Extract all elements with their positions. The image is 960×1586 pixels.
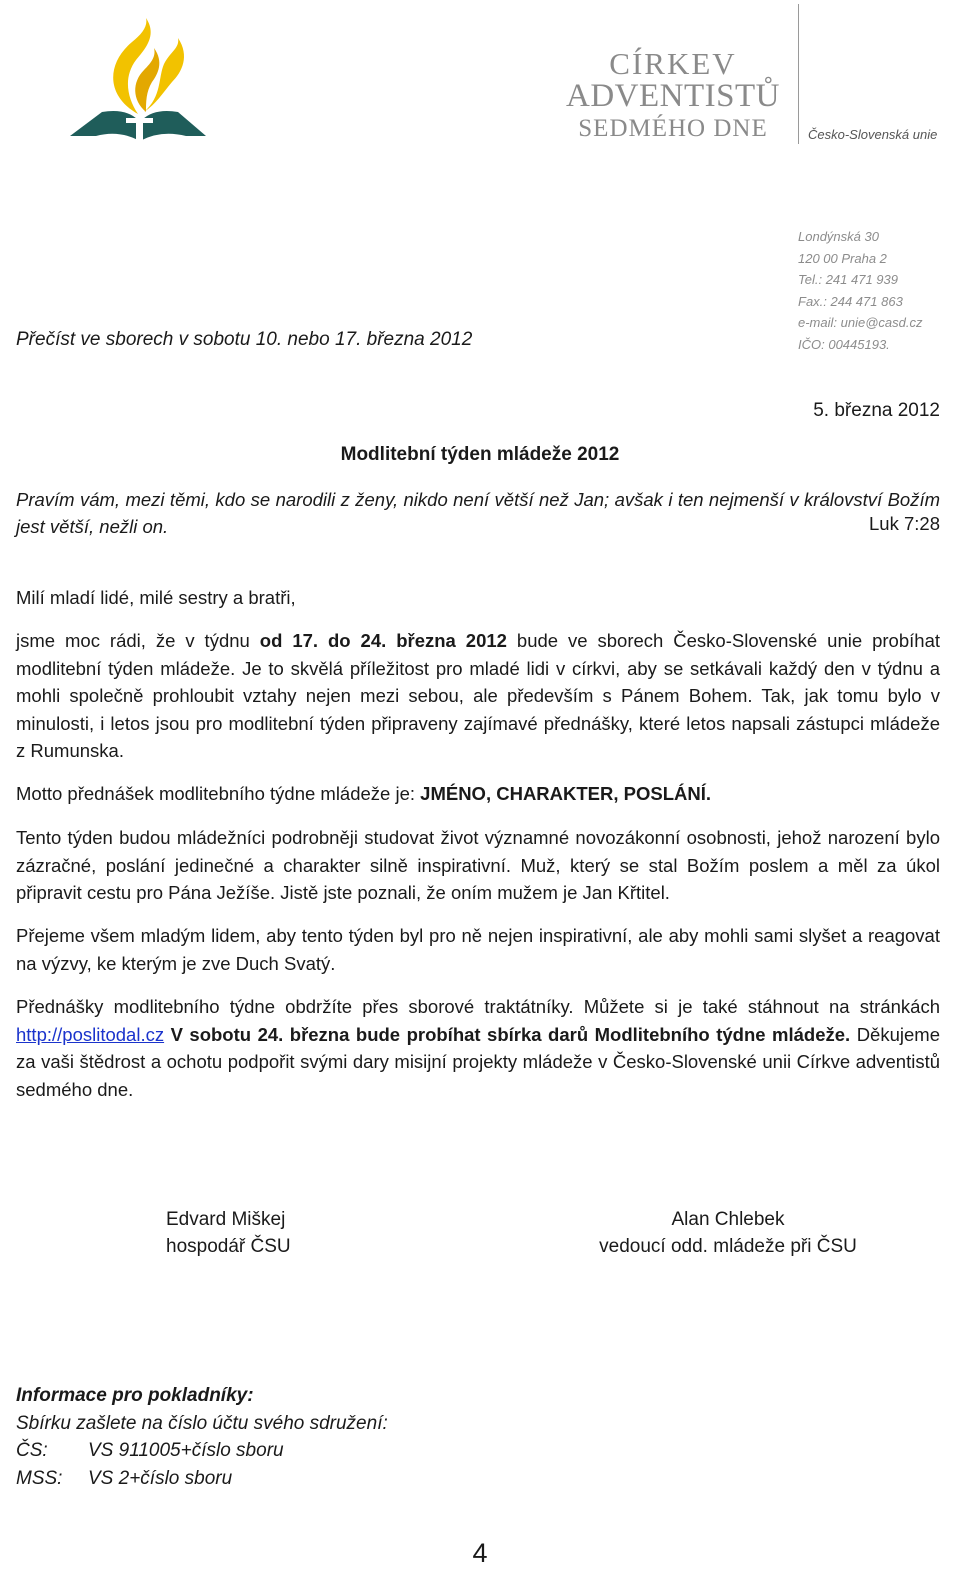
address-street: Londýnská 30 [798, 229, 879, 244]
letter-title: Modlitební týden mládeže 2012 [340, 444, 620, 465]
header-divider [798, 4, 799, 144]
p1-dates: od 17. do 24. března 2012 [259, 630, 507, 651]
cashier-row-cs [16, 1437, 388, 1465]
cashier-info [16, 1382, 388, 1492]
p5-text-a: Přednášky modlitebního týdne obdržíte přes sborové traktátníky. Můžete si je také stáhnout na stránkách [16, 996, 940, 1017]
org-name-line-1: CÍRKEV [609, 46, 737, 81]
paragraph-1 [16, 627, 940, 765]
signature-right [592, 1206, 864, 1260]
paragraph-5 [16, 993, 940, 1103]
address-fax: Fax.: 244 471 863 [798, 293, 903, 309]
cashier-line: Sbírku zašlete na číslo účtu svého sdružení: [16, 1412, 388, 1434]
org-name-line-2: ADVENTISTŮ [566, 78, 780, 114]
cashier-value: VS 2+číslo sboru [88, 1467, 233, 1489]
signature-right-role: vedoucí odd. mládeže při ČSU [599, 1236, 857, 1257]
page-number: 4 [472, 1538, 488, 1568]
organization-name [560, 48, 786, 141]
paragraph-motto [16, 780, 940, 808]
greeting: Milí mladí lidé, milé sestry a bratři, [16, 587, 296, 608]
cashier-value: VS 911005+číslo sboru [88, 1440, 284, 1461]
address-email: e-mail: unie@casd.cz [798, 315, 923, 330]
p5-text-c: Děkujeme za vaši štědrost a ochotu podpořit svými dary misijní projekty mládeže v Česko-Slovenské unii Církve adventistů sedmého dne. [16, 1023, 940, 1100]
signature-left-name: Edvard Miškej [166, 1209, 286, 1230]
org-unit: Česko-Slovenská unie [808, 127, 938, 142]
p2-text-a: Motto přednášek modlitebního týdne mládeže je: [16, 783, 421, 804]
cashier-heading: Informace pro pokladníky: [16, 1385, 254, 1406]
cashier-row-mss [16, 1465, 388, 1493]
reading-instruction: Přečíst ve sborech v sobotu 10. nebo 17. března 2012 [16, 329, 473, 350]
paragraph-4: Přejeme všem mladým lidem, aby tento týden byl pro ně nejen inspirativní, ale aby mohli sami slyšet a reagovat na výzvy, ke kterým je zve Duch Svatý. [16, 925, 940, 974]
cashier-code: ČS: [16, 1440, 48, 1461]
signature-left-role: hospodář ČSU [166, 1236, 291, 1257]
bible-quote-reference: Luk 7:28 [869, 513, 940, 534]
p1-text-c: bude ve sborech Česko-Slovenské unie probíhat modlitební týden mládeže. Je to skvělá příležitost pro mladé lidi v církvi, aby se setkávali každý den v týdnu a mohli společně prohloubit vztahy nejen mezi sebou, ale především s Pánem Bohem. Tak, jak tomu bylo v minulosti, i letos jsou pro modlitební týden připraveny zajímavé přednášky, které letos napsali zástupci mládeže z Rumunska. [16, 630, 940, 761]
paragraph-3: Tento týden budou mládežníci podrobněji studovat život významné novozákonní osobnosti, jehož narození bylo zázračné, poslání jedinečné a charakter silně inspirativní. Muž, který se stal Božím poslem a měl za úkol připravit cestu pro Pána Ježíše. Jistě jste poznali, že oním mužem je Jan Křtitel. [16, 827, 940, 903]
signature-right-name: Alan Chlebek [671, 1209, 785, 1230]
p5-collection: V sobotu 24. března bude probíhat sbírka darů Modlitebního týdne mládeže. [164, 1023, 851, 1045]
cashier-code: MSS: [16, 1467, 63, 1489]
address-ico: IČO: 00445193. [798, 336, 890, 352]
bible-quote: Pravím vám, mezi těmi, kdo se narodili z ženy, nikdo není větší než Jan; avšak i ten nejmenší v království Božím jest větší, nežli on. [16, 489, 940, 537]
signature-left [166, 1206, 291, 1260]
address-block [798, 226, 922, 355]
p2-motto: JMÉNO, CHARAKTER, POSLÁNÍ. [420, 783, 712, 804]
letter-date: 5. března 2012 [813, 400, 940, 421]
address-city: 120 00 Praha 2 [798, 250, 887, 266]
website-link[interactable]: http://poslitodal.cz [16, 1023, 165, 1045]
p1-text-a: jsme moc rádi, že v týdnu [16, 630, 260, 651]
church-logo-icon [66, 16, 214, 146]
address-phone: Tel.: 241 471 939 [798, 272, 898, 287]
org-name-line-3: SEDMÉHO DNE [578, 115, 768, 142]
